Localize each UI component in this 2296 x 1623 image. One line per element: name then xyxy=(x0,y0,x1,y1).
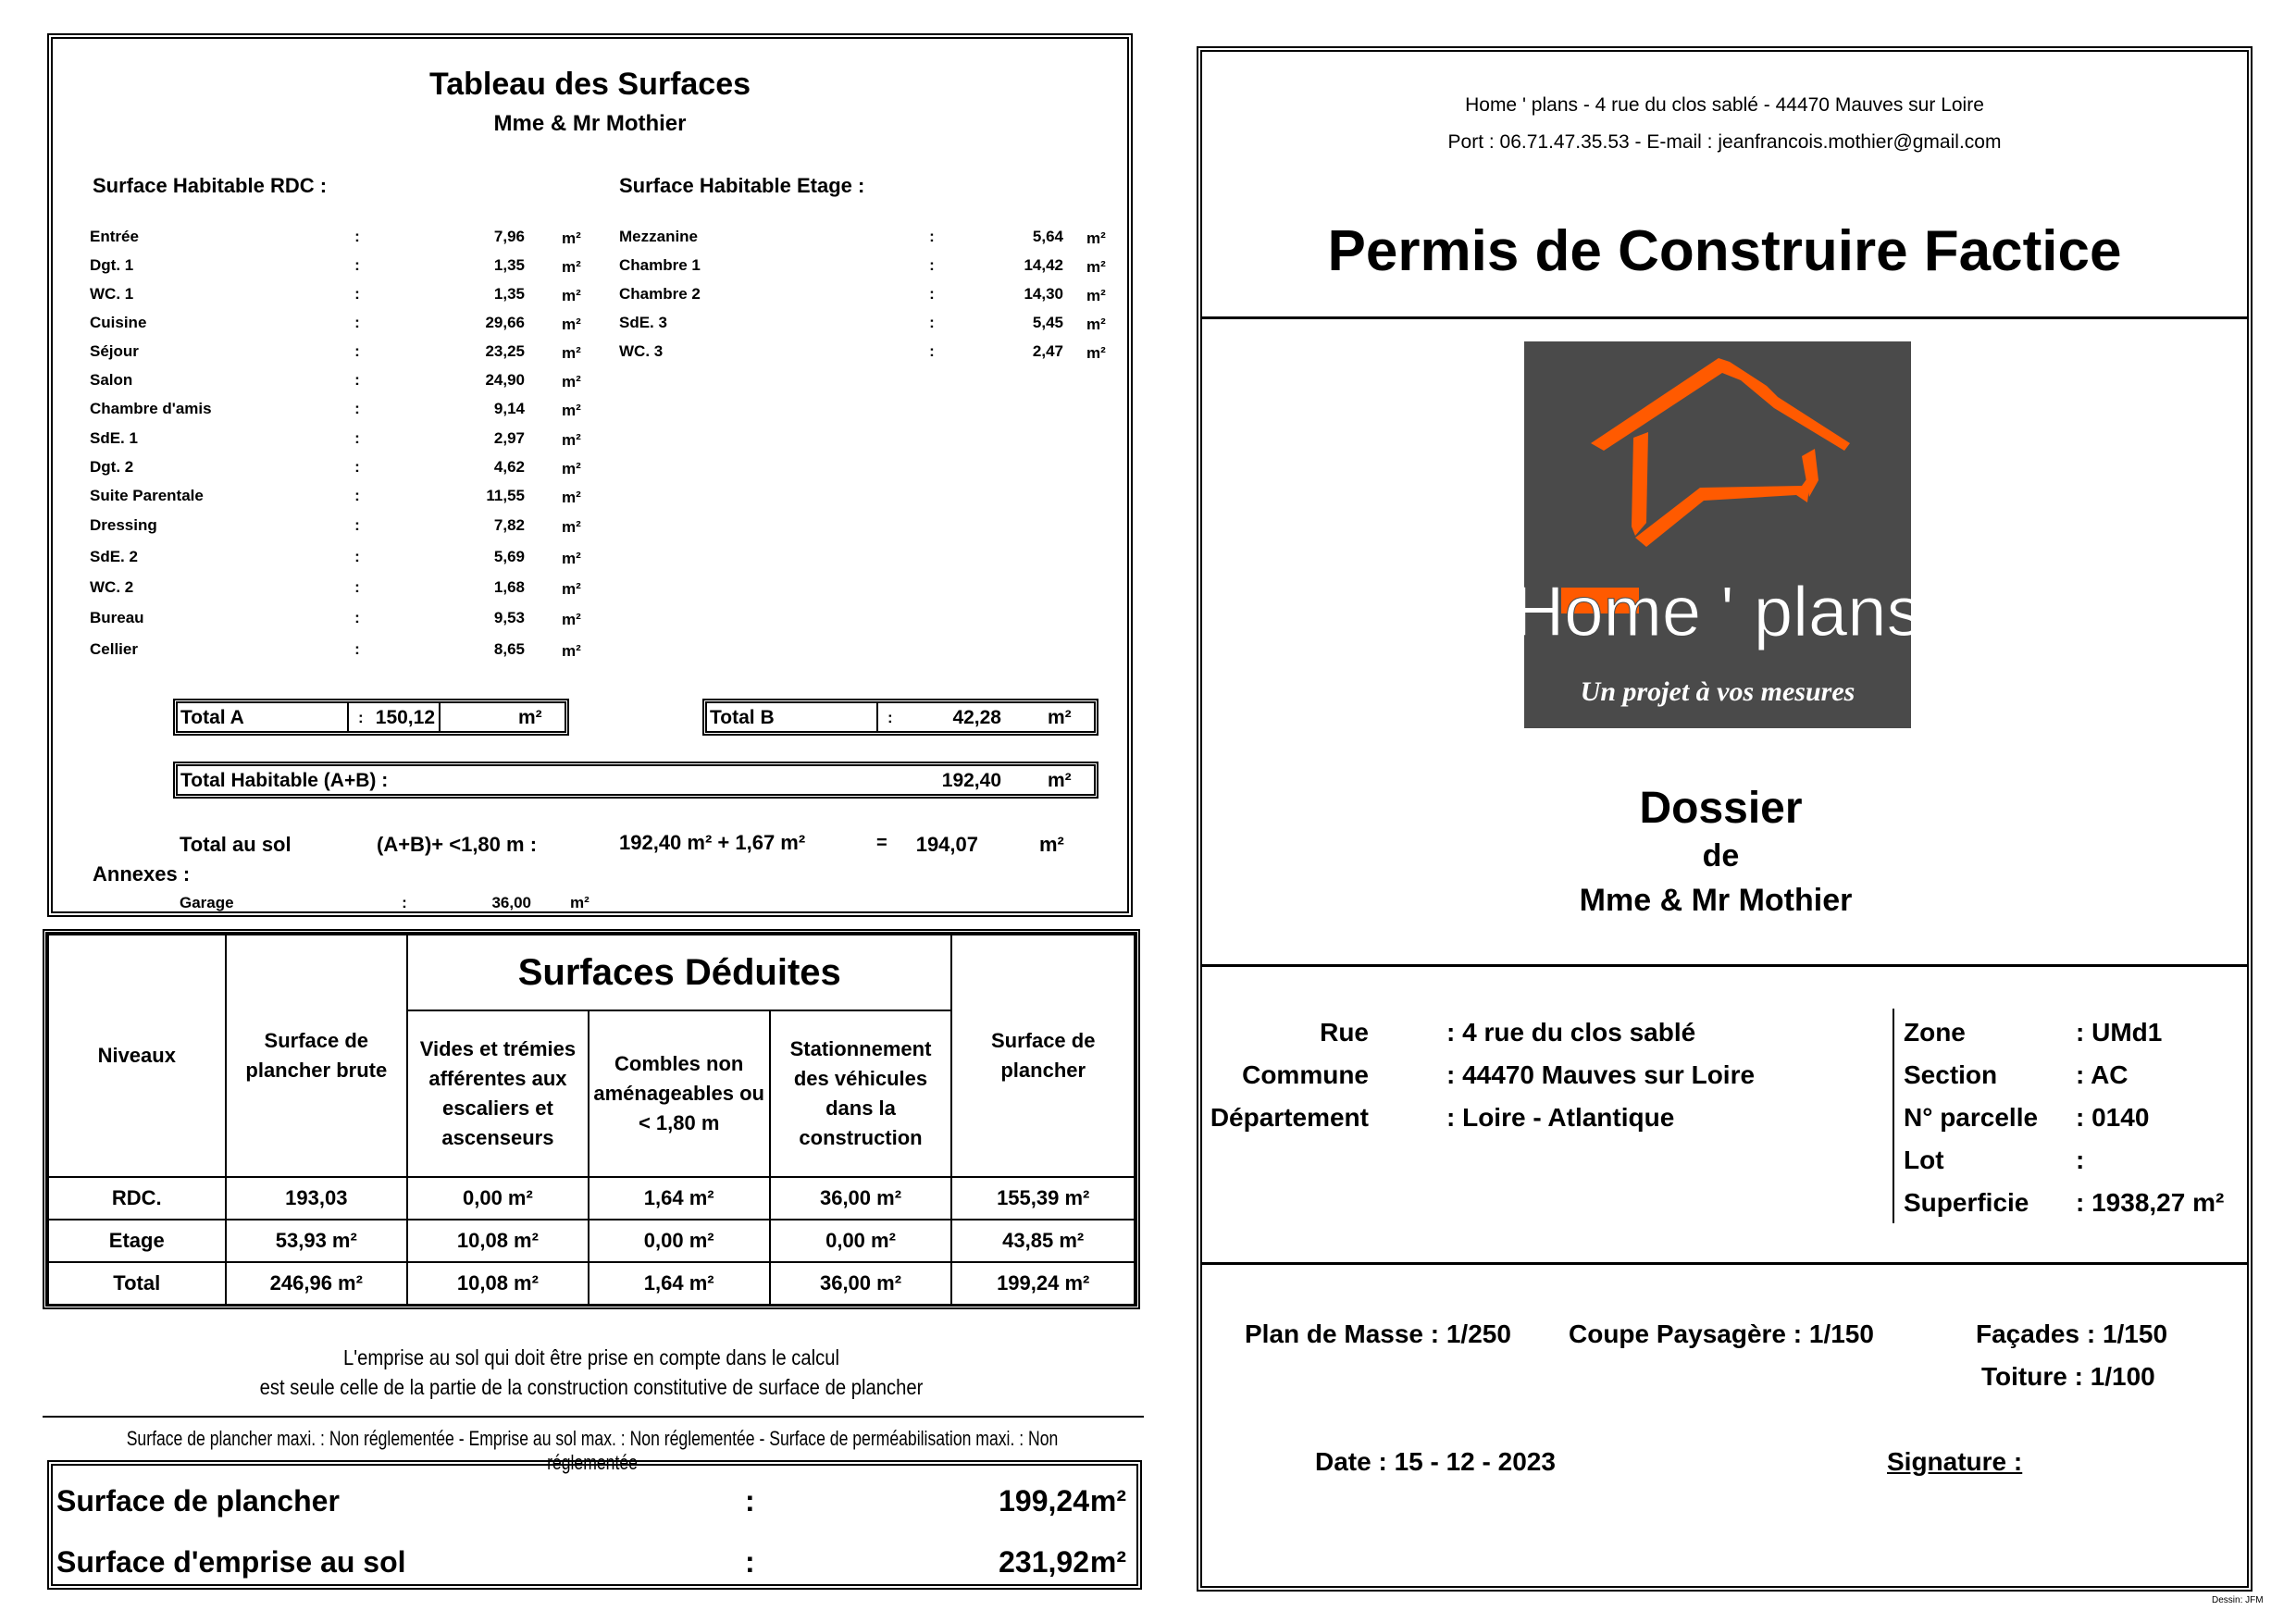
item-colon: : xyxy=(929,342,935,360)
list-item xyxy=(90,578,645,606)
total-a-label: Total A xyxy=(180,707,244,728)
table-subtitle: Mme & Mr Mothier xyxy=(493,111,687,136)
item-unit: m² xyxy=(1086,316,1106,333)
item-value: 2,97 xyxy=(493,429,525,447)
item-value: 11,55 xyxy=(486,487,525,504)
item-unit: m² xyxy=(562,373,581,390)
rue-value: : 4 rue du clos sablé xyxy=(1446,1018,1696,1047)
item-value: 14,42 xyxy=(1024,256,1063,274)
item-unit: m² xyxy=(562,287,581,304)
cell-plancher: 155,39 m² xyxy=(951,1177,1135,1220)
total-a-unit: m² xyxy=(518,707,542,728)
commune-label: Commune xyxy=(1242,1060,1369,1089)
header-plancher: Surface de plancher xyxy=(951,935,1135,1177)
home-plans-logo xyxy=(1524,341,1911,728)
item-value: 9,14 xyxy=(493,400,525,417)
item-colon: : xyxy=(354,371,360,389)
item-colon: : xyxy=(354,578,360,596)
garage-colon: : xyxy=(402,894,407,911)
item-label: Cuisine xyxy=(90,314,147,331)
item-label: Chambre d'amis xyxy=(90,400,212,417)
total-sol-calc: 192,40 m² + 1,67 m² xyxy=(619,831,806,854)
item-value: 9,53 xyxy=(493,609,525,626)
item-label: Mezzanine xyxy=(619,228,699,245)
cell-niveau: RDC. xyxy=(48,1177,226,1220)
cell-vides: 0,00 m² xyxy=(407,1177,589,1220)
item-colon: : xyxy=(929,228,935,245)
header-brute: Surface de plancher brute xyxy=(226,935,408,1177)
item-label: SdE. 3 xyxy=(619,314,667,331)
list-item xyxy=(90,314,645,341)
cell-niveau: Etage xyxy=(48,1220,226,1262)
header-niveaux: Niveaux xyxy=(48,935,226,1177)
item-unit: m² xyxy=(562,550,581,567)
dossier-client: Mme & Mr Mothier xyxy=(1579,883,1853,918)
list-item xyxy=(90,487,645,514)
item-label: Séjour xyxy=(90,342,139,360)
item-unit: m² xyxy=(562,489,581,506)
total-habitable-value: 192,40 xyxy=(941,770,1001,791)
item-value: 1,68 xyxy=(493,578,525,596)
final-emprise-colon: : xyxy=(745,1545,755,1579)
lot-value: : xyxy=(2076,1146,2085,1174)
deduites-title: Surfaces Déduites xyxy=(407,935,951,1010)
total-sol-label: Total au sol xyxy=(180,833,292,856)
item-colon: : xyxy=(354,285,360,303)
item-colon: : xyxy=(354,516,360,534)
cell-stationnement: 36,00 m² xyxy=(770,1262,952,1305)
item-label: WC. 2 xyxy=(90,578,134,596)
superficie-label: Superficie xyxy=(1904,1188,2029,1217)
logo-house-icon xyxy=(1524,341,1911,728)
etage-header: Surface Habitable Etage : xyxy=(619,174,865,197)
item-value: 2,47 xyxy=(1032,342,1063,360)
item-value: 4,62 xyxy=(493,458,525,476)
garage-value: 36,00 xyxy=(491,894,531,911)
item-unit: m² xyxy=(562,402,581,419)
item-unit: m² xyxy=(562,518,581,536)
parcelle-label: N° parcelle xyxy=(1904,1103,2039,1132)
list-item xyxy=(90,548,645,576)
item-label: Chambre 2 xyxy=(619,285,701,303)
item-value: 1,35 xyxy=(493,285,525,303)
final-emprise-value: 231,92 xyxy=(999,1545,1089,1579)
annexes-label: Annexes : xyxy=(93,862,191,886)
date-label: Date : 15 - 12 - 2023 xyxy=(1315,1447,1556,1476)
list-item xyxy=(90,256,645,284)
echelle-masse: Plan de Masse : 1/250 xyxy=(1245,1319,1511,1348)
item-label: Dgt. 1 xyxy=(90,256,134,274)
item-label: WC. 1 xyxy=(90,285,134,303)
list-item xyxy=(619,342,1174,370)
item-colon: : xyxy=(929,256,935,274)
cell-brute: 193,03 xyxy=(226,1177,408,1220)
company-contact: Port : 06.71.47.35.53 - E-mail : jeanfrancois.mothier@gmail.com xyxy=(1447,131,2002,153)
item-unit: m² xyxy=(562,460,581,477)
parcelle-value: : 0140 xyxy=(2076,1103,2150,1132)
item-unit: m² xyxy=(562,580,581,598)
list-item xyxy=(90,285,645,313)
logo-tagline: Un projet à vos mesures xyxy=(1580,676,1855,707)
commune-value: : 44470 Mauves sur Loire xyxy=(1446,1060,1756,1089)
total-sol-value: 194,07 xyxy=(915,833,978,856)
item-colon: : xyxy=(354,256,360,274)
total-b-value: 42,28 xyxy=(952,707,1001,728)
item-colon: : xyxy=(354,609,360,626)
list-item xyxy=(90,458,645,486)
total-b-unit: m² xyxy=(1048,707,1072,728)
total-sol-formula: (A+B)+ <1,80 m : xyxy=(377,833,538,856)
table-title: Tableau des Surfaces xyxy=(428,67,751,102)
item-value: 29,66 xyxy=(485,314,525,331)
item-unit: m² xyxy=(562,642,581,660)
item-value: 5,64 xyxy=(1032,228,1063,245)
item-value: 7,96 xyxy=(493,228,525,245)
company-address: Home ' plans - 4 rue du clos sablé - 44470 Mauves sur Loire xyxy=(1465,94,1984,116)
dessin-credit: Dessin: JFM xyxy=(2212,1595,2264,1605)
item-colon: : xyxy=(354,640,360,658)
signature-label: Signature : xyxy=(1887,1447,2023,1476)
item-unit: m² xyxy=(562,258,581,276)
item-label: WC. 3 xyxy=(619,342,664,360)
departement-label: Département xyxy=(1210,1103,1369,1132)
list-item xyxy=(619,256,1174,284)
cell-plancher: 199,24 m² xyxy=(951,1262,1135,1305)
permis-panel xyxy=(1197,46,2253,1592)
total-habitable-label: Total Habitable (A+B) : xyxy=(180,770,389,791)
logo-wordmark: Home ' plans xyxy=(1524,573,1911,651)
item-unit: m² xyxy=(562,344,581,362)
item-colon: : xyxy=(354,429,360,447)
item-label: Suite Parentale xyxy=(90,487,204,504)
garage-unit: m² xyxy=(570,894,590,911)
final-plancher-colon: : xyxy=(745,1484,755,1518)
item-colon: : xyxy=(929,285,935,303)
total-habitable-box xyxy=(173,762,1098,799)
item-colon: : xyxy=(354,400,360,417)
final-plancher-label: Surface de plancher xyxy=(56,1484,340,1518)
cell-combles: 0,00 m² xyxy=(589,1220,770,1262)
item-unit: m² xyxy=(1086,229,1106,247)
cell-stationnement: 36,00 m² xyxy=(770,1177,952,1220)
note-line-2: est seule celle de la partie de la construction constitutive de surface de plancher xyxy=(259,1375,924,1399)
header-stationnement: Stationnement des véhicules dans la construction xyxy=(770,1010,952,1177)
echelle-toiture: Toiture : 1/100 xyxy=(1981,1362,2155,1391)
note-divider xyxy=(43,1416,1144,1418)
item-colon: : xyxy=(354,342,360,360)
superficie-value: : 1938,27 m² xyxy=(2076,1188,2225,1217)
deduites-table xyxy=(43,929,1140,1309)
table-row xyxy=(48,1262,1135,1305)
total-a-value: 150,12 xyxy=(375,707,435,728)
total-sol-unit: m² xyxy=(1039,833,1064,856)
list-item xyxy=(90,640,645,668)
header-combles: Combles non aménageables ou < 1,80 m xyxy=(589,1010,770,1177)
item-unit: m² xyxy=(1086,344,1106,362)
item-value: 14,30 xyxy=(1024,285,1063,303)
item-label: Cellier xyxy=(90,640,138,658)
garage-row xyxy=(180,894,642,922)
cell-combles: 1,64 m² xyxy=(589,1177,770,1220)
final-surfaces-box xyxy=(47,1460,1142,1590)
cell-brute: 246,96 m² xyxy=(226,1262,408,1305)
list-item xyxy=(90,516,645,544)
item-value: 5,45 xyxy=(1032,314,1063,331)
item-value: 1,35 xyxy=(493,256,525,274)
cell-niveau: Total xyxy=(48,1262,226,1305)
divider-2 xyxy=(1202,964,2247,967)
item-unit: m² xyxy=(562,229,581,247)
total-b-label: Total B xyxy=(710,707,775,728)
garage-label: Garage xyxy=(180,894,234,911)
rdc-header: Surface Habitable RDC : xyxy=(93,174,328,197)
table-row xyxy=(48,1220,1135,1262)
surfaces-table xyxy=(47,33,1133,917)
item-label: Dressing xyxy=(90,516,157,534)
item-value: 5,69 xyxy=(493,548,525,565)
item-label: Bureau xyxy=(90,609,144,626)
item-colon: : xyxy=(354,458,360,476)
item-colon: : xyxy=(354,228,360,245)
cell-combles: 1,64 m² xyxy=(589,1262,770,1305)
item-label: SdE. 2 xyxy=(90,548,138,565)
cell-plancher: 43,85 m² xyxy=(951,1220,1135,1262)
note-line-1: L'emprise au sol qui doit être prise en compte dans le calcul xyxy=(342,1345,840,1369)
item-value: 23,25 xyxy=(485,342,525,360)
list-item xyxy=(90,342,645,370)
echelle-facades: Façades : 1/150 xyxy=(1976,1319,2168,1348)
item-value: 24,90 xyxy=(485,371,525,389)
item-label: SdE. 1 xyxy=(90,429,138,447)
total-b-box xyxy=(702,699,1098,736)
dossier-de: de xyxy=(1702,838,1740,873)
table-row xyxy=(48,1177,1135,1220)
item-label: Chambre 1 xyxy=(619,256,701,274)
info-separator xyxy=(1893,1009,1894,1223)
total-sol-equals: = xyxy=(876,833,887,853)
item-value: 8,65 xyxy=(493,640,525,658)
list-item xyxy=(90,228,645,255)
departement-value: : Loire - Atlantique xyxy=(1446,1103,1675,1132)
header-vides: Vides et trémies afférentes aux escaliers et ascenseurs xyxy=(407,1010,589,1177)
note-line-3: Surface de plancher maxi. : Non réglementée - Emprise au sol max. : Non réglementée - Surface de perméabilisation maxi. : Non réglementée xyxy=(126,1427,1059,1474)
cell-vides: 10,08 m² xyxy=(407,1262,589,1305)
cell-vides: 10,08 m² xyxy=(407,1220,589,1262)
item-value: 7,82 xyxy=(493,516,525,534)
dossier-label: Dossier xyxy=(1639,784,1803,833)
item-unit: m² xyxy=(1086,287,1106,304)
item-unit: m² xyxy=(1086,258,1106,276)
final-plancher-unit: m² xyxy=(1089,1484,1126,1518)
divider-1 xyxy=(1202,316,2247,319)
zone-label: Zone xyxy=(1904,1018,1966,1047)
total-b-colon: : xyxy=(887,709,893,726)
section-value: : AC xyxy=(2076,1060,2128,1089)
zone-value: : UMd1 xyxy=(2076,1018,2163,1047)
final-emprise-unit: m² xyxy=(1089,1545,1126,1579)
total-a-box xyxy=(173,699,569,736)
permis-title: Permis de Construire Factice xyxy=(1327,219,2122,283)
item-unit: m² xyxy=(562,316,581,333)
divider-3 xyxy=(1202,1262,2247,1265)
final-plancher-value: 199,24 xyxy=(999,1484,1089,1518)
list-item xyxy=(619,228,1174,255)
item-colon: : xyxy=(354,314,360,331)
list-item xyxy=(619,314,1174,341)
echelle-coupe: Coupe Paysagère : 1/150 xyxy=(1569,1319,1874,1348)
item-unit: m² xyxy=(562,431,581,449)
item-colon: : xyxy=(354,548,360,565)
list-item xyxy=(90,400,645,427)
cell-stationnement: 0,00 m² xyxy=(770,1220,952,1262)
list-item xyxy=(619,285,1174,313)
item-colon: : xyxy=(929,314,935,331)
total-a-colon: : xyxy=(358,709,364,726)
list-item xyxy=(90,429,645,457)
lot-label: Lot xyxy=(1904,1146,1944,1174)
item-colon: : xyxy=(354,487,360,504)
cell-brute: 53,93 m² xyxy=(226,1220,408,1262)
item-label: Entrée xyxy=(90,228,139,245)
final-emprise-label: Surface d'emprise au sol xyxy=(56,1545,406,1579)
item-unit: m² xyxy=(562,611,581,628)
section-label: Section xyxy=(1904,1060,1998,1089)
item-label: Salon xyxy=(90,371,133,389)
rue-label: Rue xyxy=(1320,1018,1369,1047)
list-item xyxy=(90,371,645,399)
total-habitable-unit: m² xyxy=(1048,770,1072,791)
item-label: Dgt. 2 xyxy=(90,458,134,476)
list-item xyxy=(90,609,645,637)
